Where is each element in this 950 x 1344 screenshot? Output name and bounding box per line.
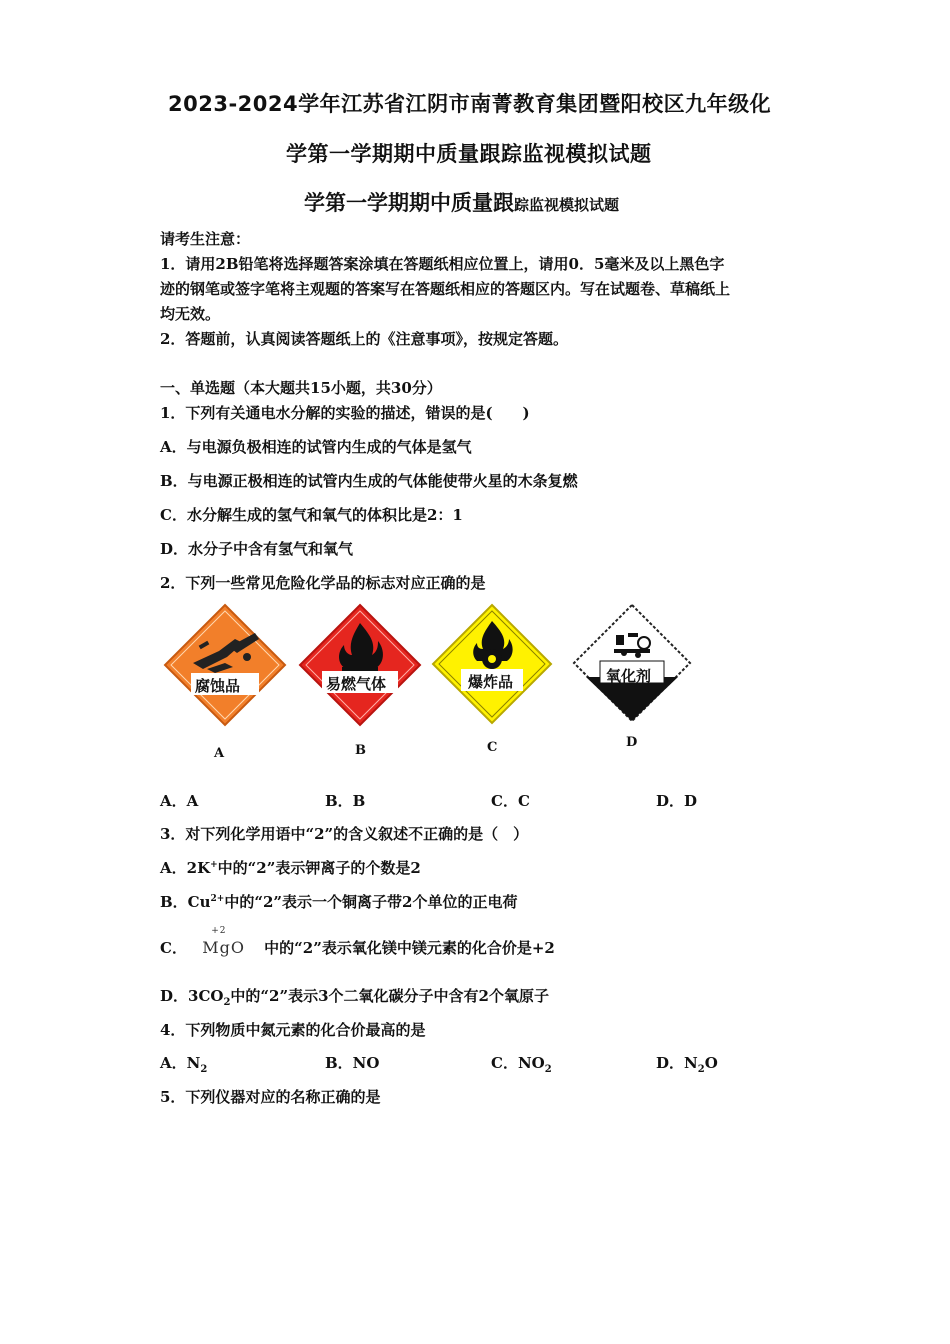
q3-option-a: [160, 857, 421, 878]
q2-option-c: C．C: [491, 792, 530, 810]
q4-stem: 4．下列物质中氮元素的化合价最高的是: [160, 1021, 426, 1039]
q2-stem: 2．下列一些常见危险化学品的标志对应正确的是: [160, 574, 486, 592]
q3-option-b: [160, 891, 517, 912]
q4-option-d-post: O: [704, 1054, 718, 1072]
title-line-2: 学第一学期期中质量跟踪监视模拟试题: [286, 142, 652, 166]
q3-option-b-post: 中的“2”表示一个铜离子带2个单位的正电荷: [224, 893, 518, 911]
q3-option-c-label: C．: [160, 939, 187, 957]
hazard-sign-oxidizer-label: 氧化剂: [606, 667, 652, 685]
q3-option-c-valence: +2: [211, 926, 227, 936]
q3-option-a-post: 中的“2”表示钾离子的个数是2: [217, 859, 421, 877]
q4-option-b: B．NO: [325, 1054, 380, 1072]
notice-p1-line-1: 1．请用2B铅笔将选择题答案涂填在答题纸相应位置上，请用0．5毫米及以上黑色字: [160, 255, 725, 273]
hazard-sign-flammable-gas-label: 易燃气体: [326, 675, 387, 693]
q3-option-b-sup: 2+: [210, 894, 225, 904]
sign-caption-a: A: [214, 746, 225, 761]
q3-option-c: [160, 926, 555, 958]
q1-stem: 1．下列有关通电水分解的实验的描述，错误的是( ): [160, 404, 530, 422]
hazard-sign-flammable-gas: [298, 603, 422, 727]
q4-option-a-pre: A．N: [160, 1054, 201, 1072]
sign-caption-b: B: [355, 743, 366, 758]
hazard-sign-corrosive-label: 腐蚀品: [195, 677, 241, 695]
q4-option-c-sub: 2: [544, 1064, 552, 1075]
hazard-sign-explosive-label: 爆炸品: [468, 673, 514, 691]
hazard-sign-explosive: [431, 603, 553, 725]
q4-option-a-sub: 2: [200, 1064, 208, 1075]
q4-option-d-sub: 2: [697, 1064, 705, 1075]
title-line-3: [304, 187, 619, 217]
q2-option-d: D．D: [656, 792, 698, 810]
q4-option-c: [491, 1052, 552, 1075]
q2-option-b: B．B: [325, 792, 366, 810]
q3-option-a-pre: A．2K: [160, 859, 211, 877]
sign-caption-c: C: [487, 740, 498, 755]
q3-option-c-mgo: MgO: [202, 938, 245, 957]
hazard-sign-oxidizer: [572, 603, 692, 723]
sign-caption-d: D: [626, 735, 638, 750]
hazard-sign-corrosive: [163, 603, 287, 727]
q3-option-d-sub: 2: [223, 997, 231, 1008]
q3-option-a-sup: +: [210, 860, 218, 870]
title-line-1: 2023-2024学年江苏省江阴市南菁教育集团暨阳校区九年级化: [168, 92, 772, 116]
q1-option-a: A．与电源负极相连的试管内生成的气体是氢气: [160, 438, 472, 456]
q1-option-c: C．水分解生成的氢气和氧气的体积比是2：1: [160, 506, 463, 524]
q3-option-d-post: 中的“2”表示3个二氧化碳分子中含有2个氧原子: [230, 987, 549, 1005]
notice-p1-line-2: 迹的钢笔或签字笔将主观题的答案写在答题纸相应的答题区内。写在试题卷、草稿纸上: [160, 280, 731, 298]
q4-option-a: [160, 1052, 207, 1075]
q4-option-c-pre: C．NO: [491, 1054, 545, 1072]
notice-p1-line-3: 均无效。: [160, 305, 221, 323]
title-line-3-big: 学第一学期期中质量跟: [304, 191, 514, 215]
notice-p2: 2．答题前，认真阅读答题纸上的《注意事项》，按规定答题。: [160, 330, 568, 348]
q3-option-b-pre: B．Cu: [160, 893, 211, 911]
section-heading: 一、单选题（本大题共15小题，共30分）: [160, 379, 442, 397]
q4-option-d: [656, 1052, 718, 1075]
q3-option-d: [160, 985, 549, 1008]
q5-stem: 5．下列仪器对应的名称正确的是: [160, 1088, 381, 1106]
q3-option-d-pre: D．3CO: [160, 987, 224, 1005]
notice-heading: 请考生注意：: [160, 230, 251, 248]
q3-option-c-post: 中的“2”表示氧化镁中镁元素的化合价是+2: [264, 939, 555, 957]
q4-option-d-pre: D．N: [656, 1054, 698, 1072]
q3-option-c-formula: [202, 926, 245, 957]
q3-stem: 3．对下列化学用语中“2”的含义叙述不正确的是（ ）: [160, 825, 529, 843]
q2-option-a: A．A: [160, 792, 199, 810]
q1-option-b: B．与电源正极相连的试管内生成的气体能使带火星的木条复燃: [160, 472, 578, 490]
title-line-3-small: 踪监视模拟试题: [514, 196, 620, 214]
q1-option-d: D．水分子中含有氢气和氧气: [160, 540, 354, 558]
